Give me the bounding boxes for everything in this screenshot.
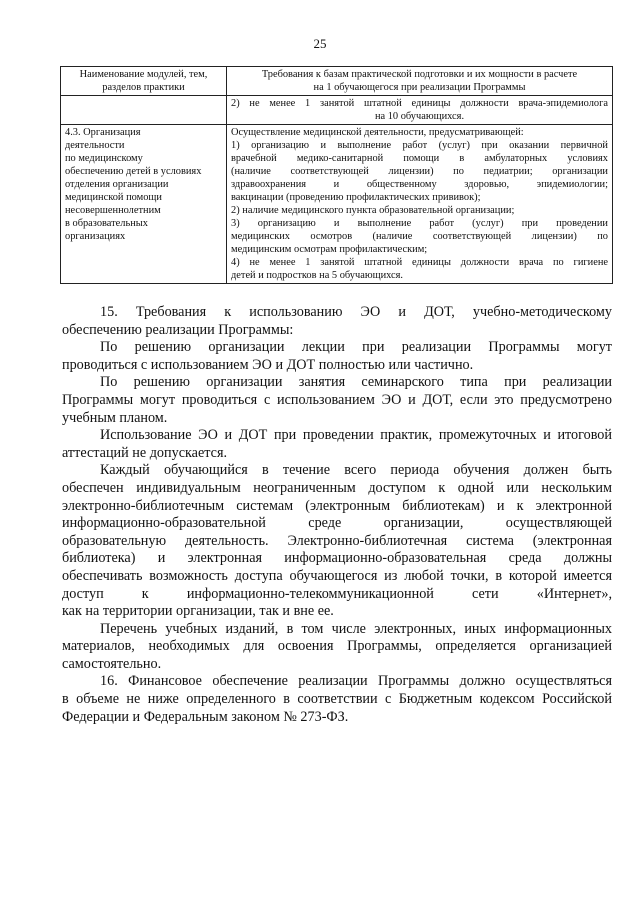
header-requirements bbox=[227, 67, 613, 96]
cell-line: здравоохранения и общественному здоровью, эпидемиологии; bbox=[231, 179, 608, 190]
paragraph-line: информационно-образовательной среде организации, осуществляющей bbox=[62, 515, 612, 532]
table-cell-requirements bbox=[227, 96, 613, 125]
paragraph-line: электронно-библиотечным системам (электронным библиотекам) и к электронной bbox=[62, 497, 612, 514]
paragraph-line: обеспечивать возможность доступа обучающегося из любой точки, в которой имеется bbox=[62, 567, 612, 584]
cell-line: организациях bbox=[65, 231, 126, 242]
document-body bbox=[62, 304, 612, 726]
cell-line: несовершеннолетним bbox=[65, 205, 161, 216]
paragraph-line: 16. Финансовое обеспечение реализации Программы должно осуществляться bbox=[100, 673, 612, 690]
cell-line: медицинским осмотрам профилактическим; bbox=[231, 244, 428, 255]
cell-line: Осуществление медицинской деятельности, предусматривающей: bbox=[231, 127, 524, 138]
paragraph-line: обеспечен индивидуальным неограниченным доступом к одной или нескольким bbox=[62, 479, 612, 496]
cell-line: 2) не менее 1 занятой штатной единицы должности врача-эпидемиолога bbox=[231, 98, 608, 109]
cell-line: в образовательных bbox=[65, 218, 148, 229]
paragraph-line: Перечень учебных изданий, в том числе электронных, иных информационных bbox=[100, 620, 612, 637]
cell-line: 4.3. Организация bbox=[65, 127, 141, 138]
cell-line: 2) наличие медицинского пункта образовательной организации; bbox=[231, 205, 515, 216]
paragraph-line: Программы могут проводиться с использованием ЭО и ДОТ, если это предусмотрено bbox=[62, 391, 612, 408]
paragraph-line: По решению организации занятия семинарского типа при реализации bbox=[100, 374, 612, 391]
cell-line: обеспечению детей в условиях bbox=[65, 166, 202, 177]
paragraph bbox=[62, 304, 612, 339]
paragraph-line: как на территории организации, так и вне ее. bbox=[62, 603, 334, 620]
cell-line: вакцинации (проведению профилактических прививок); bbox=[231, 192, 481, 203]
paragraph-line: в объеме не ниже определенного в соответствии с Бюджетным кодексом Российской bbox=[62, 691, 612, 708]
paragraph-line: По решению организации лекции при реализации Программы могут bbox=[100, 339, 612, 356]
table-cell-empty bbox=[61, 96, 227, 125]
cell-line: 3) организацию и выполнение работ (услуг) при проведении bbox=[231, 218, 608, 229]
requirements-table bbox=[60, 66, 613, 284]
cell-line: врачебной медико-санитарной помощи в амбулаторных условиях bbox=[231, 153, 608, 164]
paragraph bbox=[62, 339, 612, 374]
table-row bbox=[61, 125, 613, 284]
cell-line: на 10 обучающихся. bbox=[374, 111, 465, 122]
paragraph-line: аттестаций не допускается. bbox=[62, 444, 228, 461]
paragraph bbox=[62, 621, 612, 674]
table-header-row bbox=[61, 67, 613, 96]
paragraph-line: материалов, необходимых для освоения Программы, определяется организацией bbox=[62, 638, 612, 655]
paragraph-line: учебным планом. bbox=[62, 409, 168, 426]
page-number: 25 bbox=[313, 36, 327, 51]
header-line: Наименование модулей, тем, bbox=[79, 69, 208, 80]
table-row bbox=[61, 96, 613, 125]
paragraph bbox=[62, 427, 612, 462]
paragraph-line: образовательную деятельность. Электронно-библиотечная система (электронная bbox=[62, 532, 612, 549]
cell-line: медицинских осмотров (наличие соответствующей лицензии) по bbox=[231, 231, 608, 242]
table-cell-requirements bbox=[227, 125, 613, 284]
cell-line: деятельности bbox=[65, 140, 125, 151]
cell-line: 4) не менее 1 занятой штатной единицы должности врача по гигиене bbox=[231, 257, 608, 268]
paragraph-line: доступ к информационно-телекоммуникационной сети «Интернет», bbox=[62, 585, 612, 602]
header-line: на 1 обучающегося при реализации Программы bbox=[313, 82, 526, 93]
paragraph-line: Федерации и Федеральным законом № 273-ФЗ. bbox=[62, 708, 349, 725]
paragraph-line: Каждый обучающийся в течение всего периода обучения должен быть bbox=[100, 462, 612, 479]
cell-line: детей и подростков на 5 обучающихся. bbox=[231, 270, 404, 281]
paragraph-line: 15. Требования к использованию ЭО и ДОТ, учебно-методическому bbox=[100, 304, 612, 320]
paragraph bbox=[62, 374, 612, 427]
header-module-name bbox=[61, 67, 227, 96]
paragraph-line: библиотека) и электронная информационно-образовательная среда должны bbox=[62, 550, 612, 567]
paragraph-line: проводиться с использованием ЭО и ДОТ полностью или частично. bbox=[62, 356, 474, 373]
header-line: разделов практики bbox=[102, 82, 185, 93]
paragraph-line: обеспечению реализации Программы: bbox=[62, 321, 294, 338]
cell-line: медицинской помощи bbox=[65, 192, 162, 203]
header-line: Требования к базам практической подготовки и их мощности в расчете bbox=[261, 69, 578, 80]
paragraph-line: Использование ЭО и ДОТ при проведении практик, промежуточных и итоговой bbox=[100, 427, 612, 444]
paragraph bbox=[62, 462, 612, 620]
table-cell-module bbox=[61, 125, 227, 284]
cell-line: (наличие соответствующей лицензии) по педиатрии; организации bbox=[231, 166, 608, 177]
paragraph bbox=[62, 673, 612, 726]
paragraph-line: самостоятельно. bbox=[62, 655, 162, 672]
cell-line: по медицинскому bbox=[65, 153, 143, 164]
cell-line: 1) организацию и выполнение работ (услуг) при оказании первичной bbox=[231, 140, 608, 151]
cell-line: отделения организации bbox=[65, 179, 169, 190]
